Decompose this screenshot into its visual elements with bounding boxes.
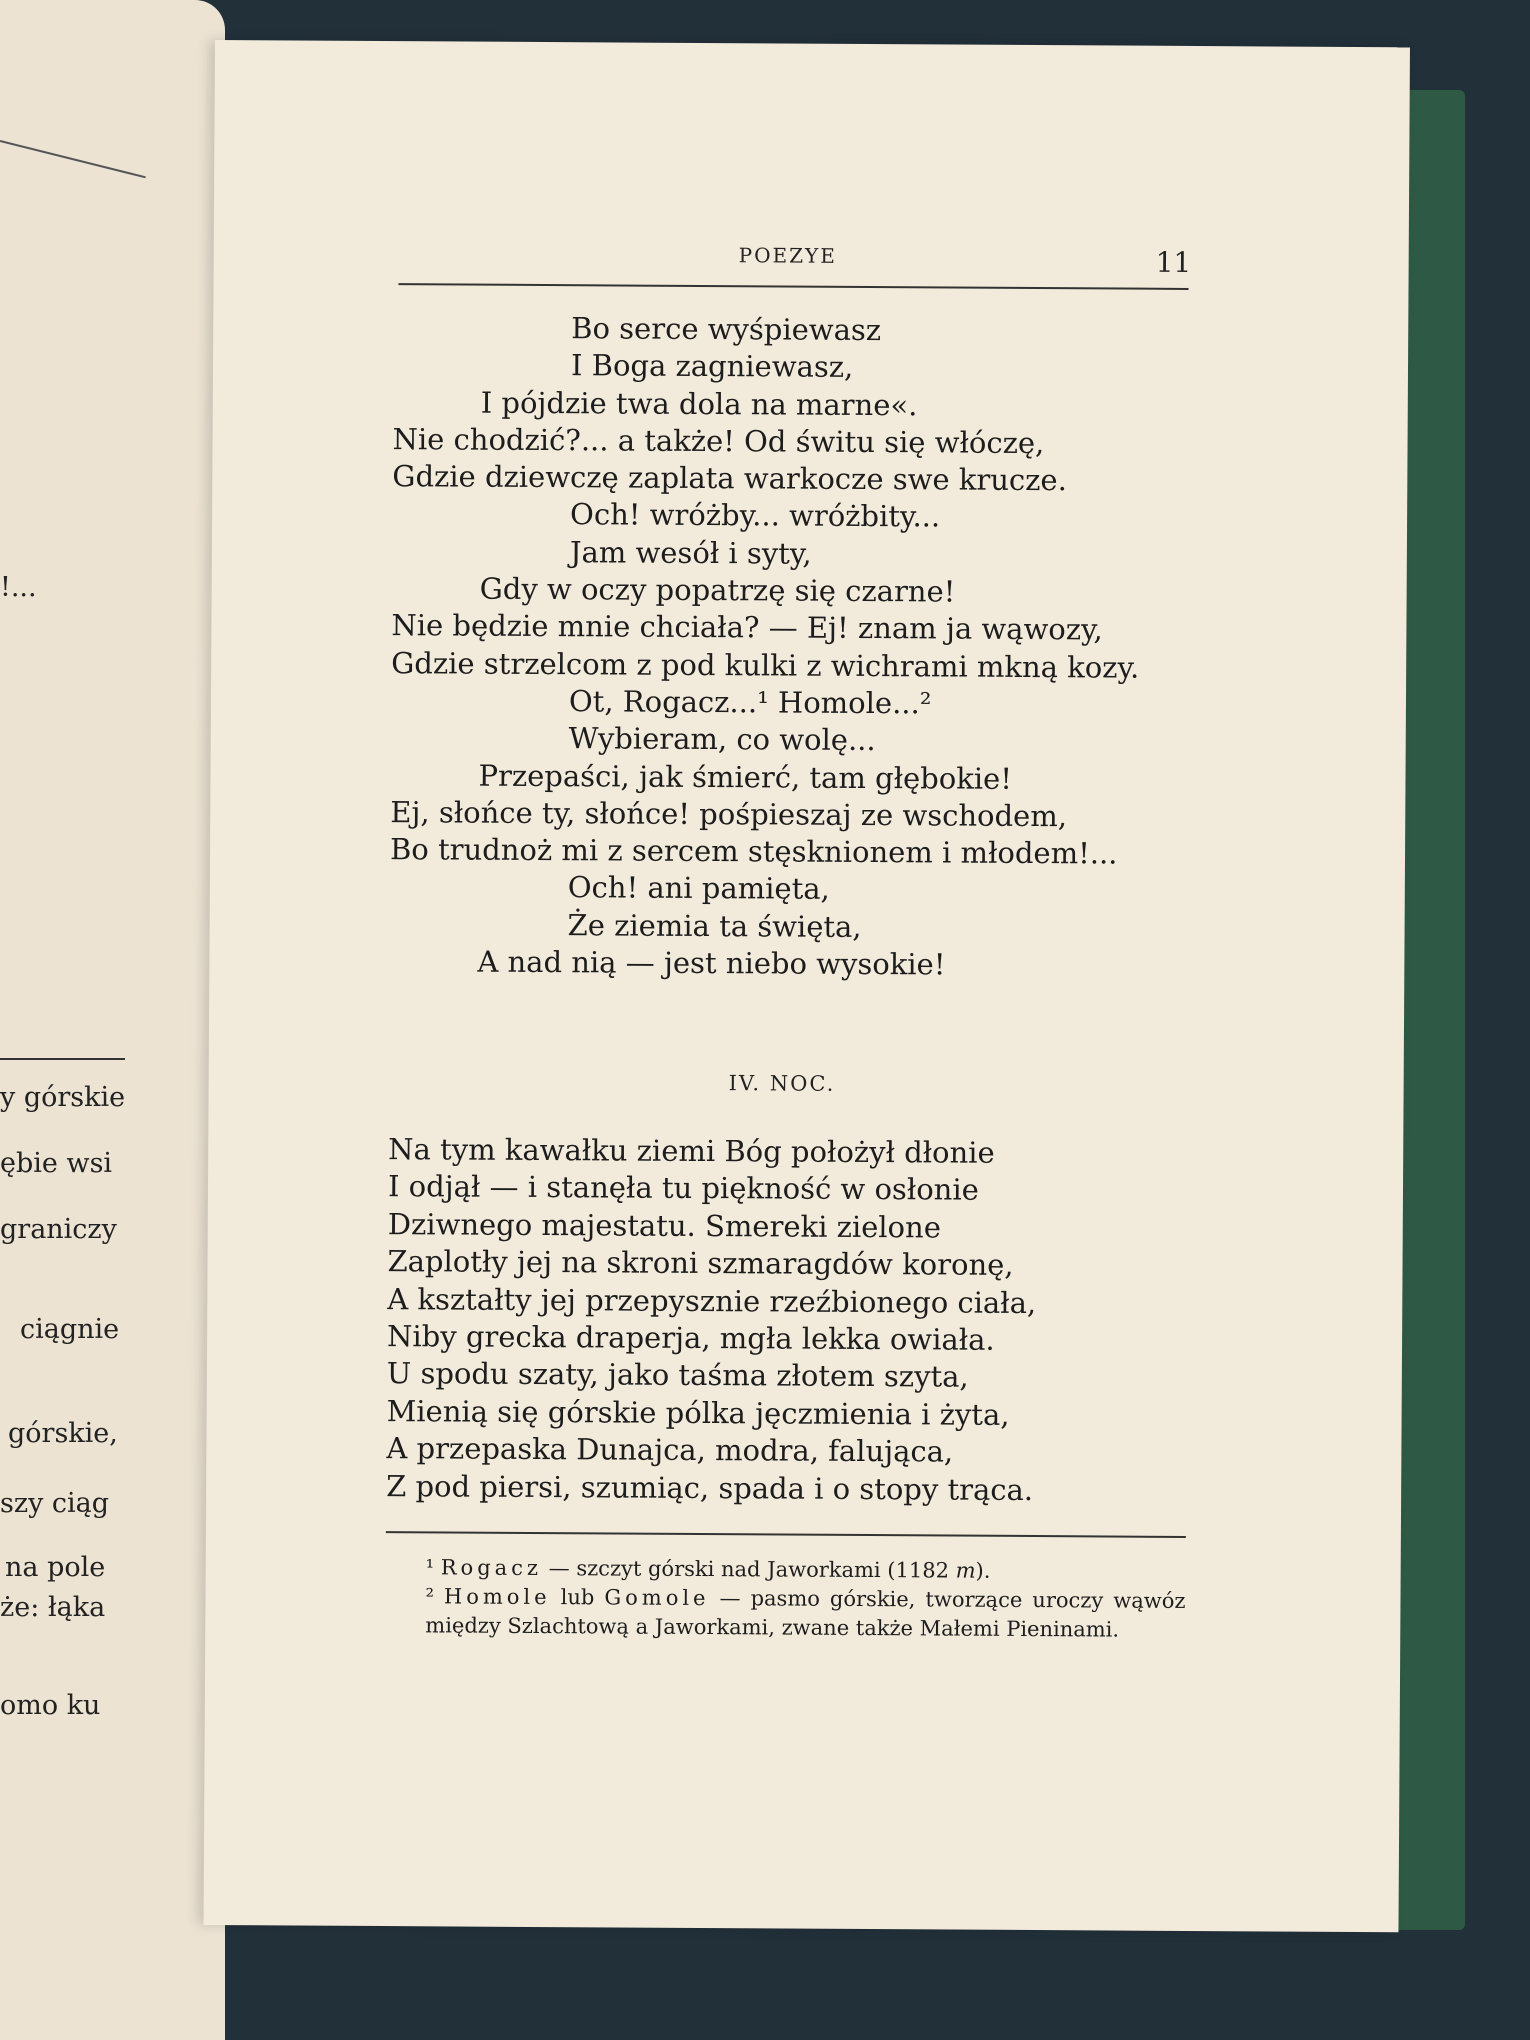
footnote-unit: m [955,1558,976,1583]
left-page-fragment: że: łąka [0,1592,106,1623]
poem-line: Bo trudnoż mi z sercem stęsknionem i młodem!... [389,832,1118,871]
left-page-fragment: ciągnie [20,1314,120,1345]
left-page-fragment: szy ciąg [0,1488,110,1519]
left-page-footnote-rule [0,1058,125,1060]
poem-line: I Boga zagniewasz, [570,348,854,385]
footnote-term: Gomole [604,1585,710,1611]
poem-line: A przepaska Dunajca, modra, falująca, [386,1431,954,1469]
footnote-text: — szczyt górski nad Jaworkami (1182 [541,1556,956,1583]
footnote-2 [385,1582,1185,1645]
footnote-mark: ² [425,1584,434,1609]
left-page-fragment: y górskie [0,1082,126,1113]
footnote-rule [386,1531,1186,1538]
poem-line: Mienią się górskie pólka jęczmienia i żyta, [386,1393,1010,1432]
poem-section-noc [386,1131,1208,1510]
footnote-text: ). [975,1558,991,1583]
running-header: POEZYE [738,243,837,268]
poem-line: U spodu szaty, jako taśma złotem szyta, [386,1356,969,1394]
poem-line: Z pod piersi, szumiąc, spada i o stopy trąca. [386,1468,1034,1507]
poem-line: Gdy w oczy popatrzę się czarne! [479,571,956,609]
poem-line: Wybieram, co wolę... [568,721,876,758]
poem-line: Och! wróżby... wróżbity... [570,497,941,534]
left-page-fragment: ębie wsi [0,1148,113,1179]
left-page-fragment: !... [0,572,37,603]
footnote-text: lub [550,1585,605,1610]
poem-line: Niby grecka draperja, mgła lekka owiała. [386,1319,995,1357]
poem-line: Nie chodzić?... a także! Od świtu się włóczę, [392,421,1045,460]
poem-line: Gdzie strzelcom z pod kulki z wichrami mkną kozy. [391,645,1140,685]
poem-line: I pójdzie twa dola na marne«. [480,385,918,422]
left-page-fragment: górskie, [8,1418,118,1449]
poem-line: Ot, Rogacz...¹ Homole...² [568,684,932,721]
left-page-fragment: na pole [5,1552,106,1583]
poem-line: Zaplotły jej na skroni szmaragdów koronę, [387,1244,1014,1283]
right-page [203,40,1409,1932]
footnotes [385,1553,1186,1645]
poem-line: A nad nią — jest niebo wysokie! [477,944,946,982]
page-number: 11 [1155,245,1192,279]
poem-line: Bo serce wyśpiewasz [571,311,882,348]
footnote-text: — pasmo górskie, tworzące uroczy wąwóz między Szlachtową a Jaworkami, zwane także Małemi Pieninami. [425,1586,1186,1642]
poem-line: Przepaści, jak śmierć, tam głębokie! [478,758,1013,796]
poem-stanza [389,309,1213,985]
poem-line: Nie będzie mnie chciała? — Ej! znam ja wąwozy, [391,608,1103,647]
left-page-fragment: graniczy [0,1214,117,1245]
footnote-term: Rogacz [440,1555,543,1581]
poem-line: Och! ani pamięta, [567,870,830,907]
left-page-curve-line [0,140,146,178]
header-rule [399,283,1189,290]
poem-line: I odjął — i stanęła tu piękność w osłonie [387,1169,979,1208]
footnote-term: Homole [443,1584,551,1610]
poem-line: Dziwnego majestatu. Smereki zielone [387,1206,942,1245]
poem-line: Jam wesół i syty, [569,534,812,571]
footnote-mark: ¹ [425,1555,435,1580]
poem-line: Ej, słońce ty, słońce! pośpieszaj ze wschodem, [390,794,1068,834]
poem-line: Na tym kawałku ziemi Bóg położył dłonie [388,1132,995,1170]
poem-line: Gdzie dziewczę zaplata warkocze swe krucze. [392,459,1067,498]
poem-line: A kształty jej przepysznie rzeźbionego ciała, [387,1281,1037,1320]
section-title: IV. NOC. [728,1071,836,1096]
poem-line: Że ziemia ta święta, [567,907,862,944]
left-page [0,0,225,2040]
left-page-fragment: omo ku [0,1690,101,1721]
